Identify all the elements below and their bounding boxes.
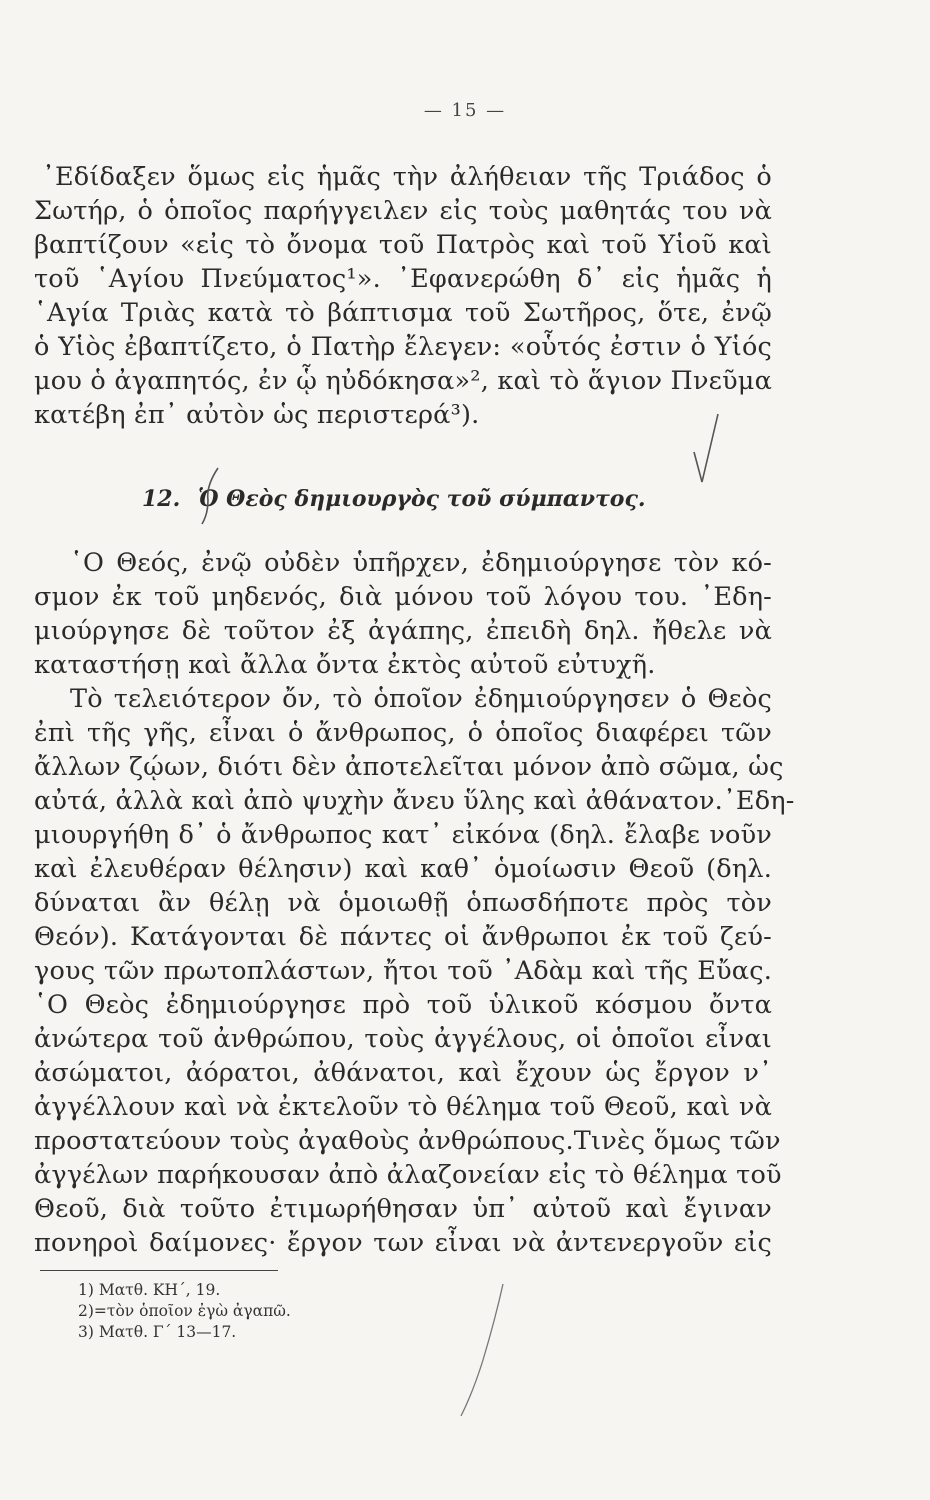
paragraph-man-and-angels <box>34 682 795 1260</box>
text-line: ῾Ο Θεός, ἐνῷ οὐδὲν ὑπῆρχεν, ἐδημιούργησε τὸν κό- <box>70 548 772 578</box>
text-line: γους τῶν πρωτοπλάστων, ἤτοι τοῦ ᾿Αδὰμ καὶ τῆς Εὔας. <box>34 956 772 986</box>
paragraph-trinity <box>34 160 772 432</box>
text-line: δύναται ἂν θέλῃ νὰ ὁμοιωθῇ ὁπωσδήποτε πρὸς τὸν <box>34 888 772 918</box>
text-line: αὐτά, ἀλλὰ καὶ ἀπὸ ψυχὴν ἄνευ ὕλης καὶ ἀθάνατον.᾿Εδη- <box>34 786 795 816</box>
text-line: τοῦ ῾Αγίου Πνεύματος¹». ᾿Εφανερώθη δ᾿ εἰς ἡμᾶς ἡ <box>34 264 772 294</box>
text-line: ἀσώματοι, ἀόρατοι, ἀθάνατοι, καὶ ἔχουν ὡς ἔργον ν᾿ <box>34 1058 772 1088</box>
text-line: καταστήσῃ καὶ ἄλλα ὄντα ἐκτὸς αὐτοῦ εὐτυχῆ. <box>34 650 656 680</box>
pencil-bracket-mark <box>196 466 226 526</box>
text-line: καὶ ἐλευθέραν θέλησιν) καὶ καθ᾿ ὁμοίωσιν Θεοῦ (δηλ. <box>34 854 772 884</box>
text-line: μου ὁ ἀγαπητός, ἐν ᾧ ηὐδόκησα»², καὶ τὸ ἅγιον Πνεῦμα <box>34 366 772 396</box>
footnote: 3) Ματθ. Γ΄ 13—17. <box>78 1323 237 1341</box>
text-line: ὁ Υἱὸς ἐβαπτίζετο, ὁ Πατὴρ ἔλεγεν: «οὗτός ἐστιν ὁ Υἱός <box>34 332 772 362</box>
text-line: σμον ἐκ τοῦ μηδενός, διὰ μόνου τοῦ λόγου του. ᾿Εδη- <box>34 582 772 612</box>
footnote: 1) Ματθ. ΚΗ΄, 19. <box>78 1281 221 1299</box>
text-line: προστατεύουν τοὺς ἀγαθοὺς ἀνθρώπους.Τινὲς ὅμως τῶν <box>34 1126 781 1156</box>
text-line: ἀγγέλων παρήκουσαν ἀπὸ ἀλαζονείαν εἰς τὸ θέλημα τοῦ <box>34 1160 782 1190</box>
text-line: ἐπὶ τῆς γῆς, εἶναι ὁ ἄνθρωπος, ὁ ὁποῖος διαφέρει τῶν <box>34 718 772 748</box>
footnote-rule <box>40 1270 278 1271</box>
text-line: πονηροὶ δαίμονες· ἔργον των εἶναι νὰ ἀντενεργοῦν εἰς <box>34 1228 772 1258</box>
text-line: ἀγγέλλουν καὶ νὰ ἐκτελοῦν τὸ θέλημα τοῦ Θεοῦ, καὶ νὰ <box>34 1092 772 1122</box>
text-line: Θεόν). Κατάγονται δὲ πάντες οἱ ἄνθρωποι ἐκ τοῦ ζεύ- <box>34 922 772 952</box>
text-line: κατέβη ἐπ᾿ αὐτὸν ὡς περιστερά³). <box>34 400 480 430</box>
text-line: ἄλλων ζῴων, διότι δὲν ἀποτελεῖται μόνον ἀπὸ σῶμα, ὡς <box>34 752 784 782</box>
text-line: ἀνώτερα τοῦ ἀνθρώπου, τοὺς ἀγγέλους, οἱ ὁποῖοι εἶναι <box>34 1024 772 1054</box>
text-line: Τὸ τελειότερον ὄν, τὸ ὁποῖον ἐδημιούργησεν ὁ Θεὸς <box>70 684 772 714</box>
section-heading <box>142 486 742 512</box>
section-number: 12. <box>142 486 181 512</box>
section-title: Ὁ Θεὸς δημιουργὸς τοῦ σύμπαντος. <box>197 486 646 512</box>
text-line: βαπτίζουν «εἰς τὸ ὄνομα τοῦ Πατρὸς καὶ τοῦ Υἱοῦ καὶ <box>34 230 772 260</box>
text-line: μιουργήθη δ᾿ ὁ ἄνθρωπος κατ᾿ εἰκόνα (δηλ. ἔλαβε νοῦν <box>34 820 772 850</box>
text-line: ῾Ο Θεὸς ἐδημιούργησε πρὸ τοῦ ὑλικοῦ κόσμου ὄντα <box>34 990 772 1020</box>
text-line: ᾿Εδίδαξεν ὅμως εἰς ἡμᾶς τὴν ἀλήθειαν τῆς Τριάδος ὁ <box>42 162 772 192</box>
text-line: ῾Αγία Τριὰς κατὰ τὸ βάπτισμα τοῦ Σωτῆρος, ὅτε, ἐνῷ <box>34 298 772 328</box>
pencil-stroke-mark <box>455 1280 515 1420</box>
text-line: Σωτήρ, ὁ ὁποῖος παρήγγειλεν εἰς τοὺς μαθητάς του νὰ <box>34 196 772 226</box>
footnote: 2)=τὸν ὁποῖον ἐγὼ ἀγαπῶ. <box>78 1302 291 1320</box>
paragraph-creation <box>34 546 772 682</box>
text-line: Θεοῦ, διὰ τοῦτο ἐτιμωρήθησαν ὑπ᾿ αὐτοῦ καὶ ἔγιναν <box>34 1194 772 1224</box>
pencil-checkmark-mark <box>688 412 728 502</box>
page-number: — 15 — <box>423 100 507 121</box>
text-line: μιούργησε δὲ τοῦτον ἐξ ἀγάπης, ἐπειδὴ δηλ. ἤθελε νὰ <box>34 616 772 646</box>
